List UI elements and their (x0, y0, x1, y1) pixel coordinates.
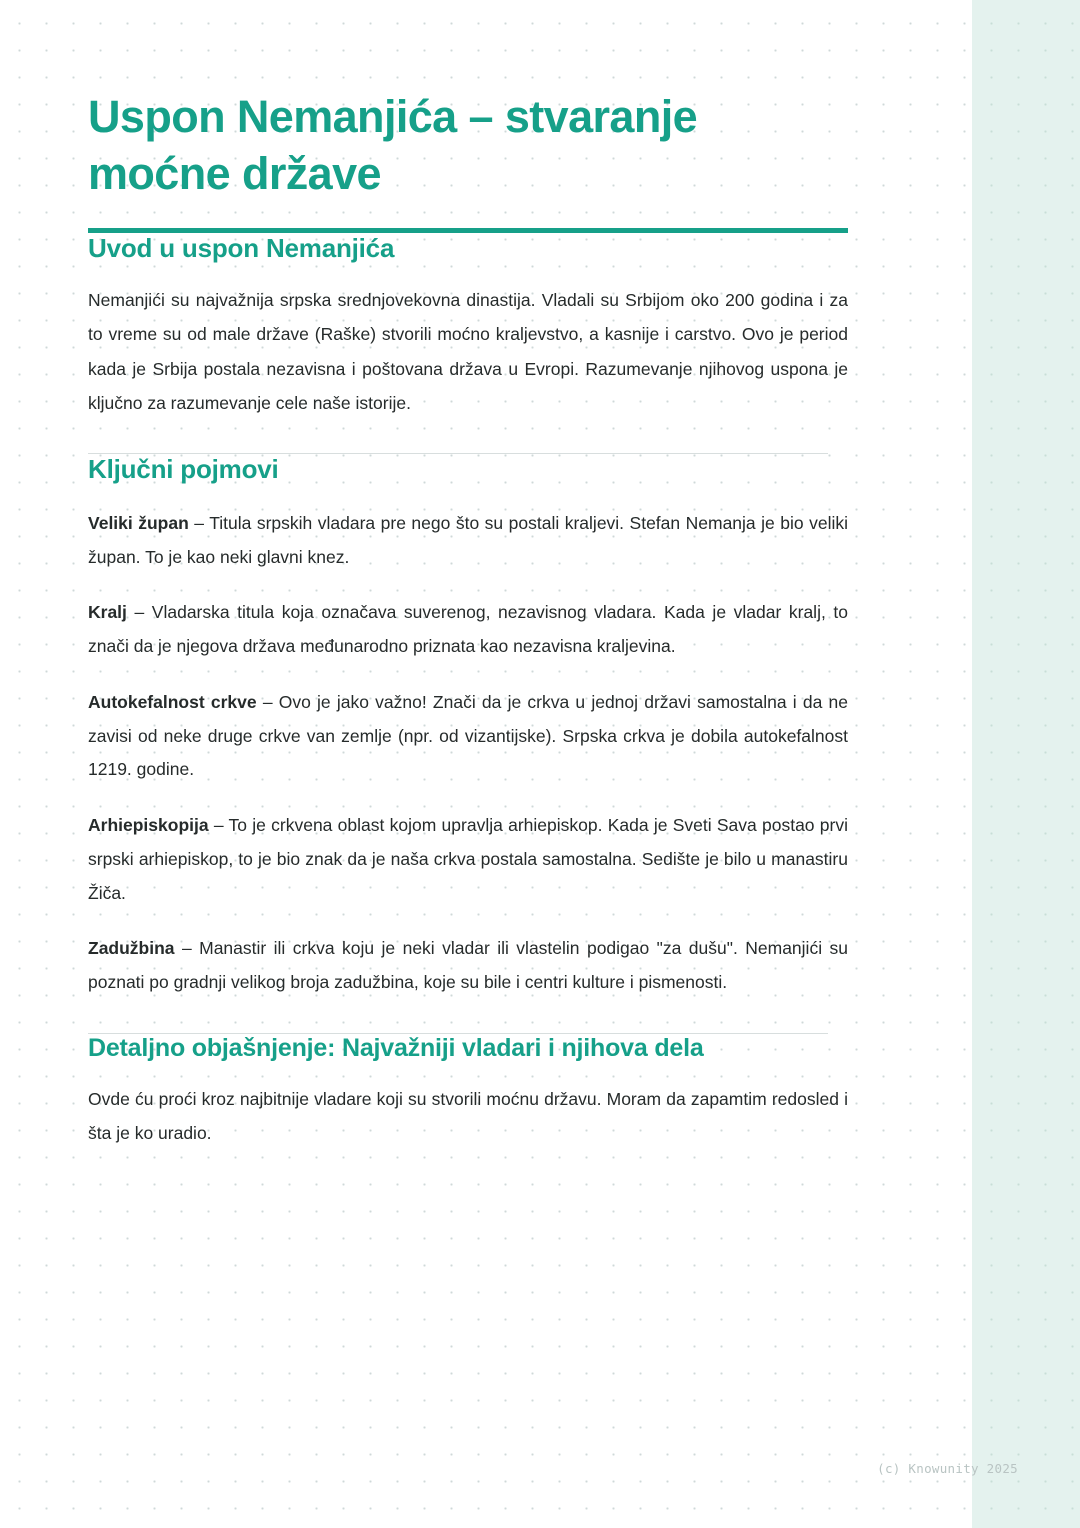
footer-credit: (c) Knowunity 2025 (877, 1461, 1018, 1476)
document-content (88, 0, 848, 1150)
term-definition: – Ovo je jako važno! Znači da je crkva u jednoj državi samostalna i da ne zavisi od neke druge crkve van zemlje (npr. od vizantijske). Srpska crkva je dobila autokefalnost 1219. godine. (88, 691, 849, 780)
term-definition: – Titula srpskih vladara pre nego što su postali kraljevi. Stefan Nemanja je bio veliki župan. To je kao neki glavni knez. (88, 512, 848, 567)
section-heading-detailed: Detaljno objašnjenje: Najvažniji vladari i njihova dela (88, 1033, 704, 1062)
term-label: Veliki župan (88, 512, 189, 533)
term-definition: – Manastir ili crkva koju je neki vladar ili vlastelin podigao "za dušu". Nemanjići su poznati po gradnji velikog broja zadužbina, koje su bile i centri kulture i pismenosti. (88, 938, 848, 993)
term-definition: – To je crkvena oblast kojom upravlja arhiepiskop. Kada je Sveti Sava postao prvi srpski arhiepiskop, to je bio znak da je naša crkva postala samostalna. Sedište je bilo u manastiru Žiča. (88, 815, 848, 903)
detailed-paragraph: Ovde ću proći kroz najbitnije vladare koji su stvorili moćnu državu. Moram da zapamtim redosled i šta je ko uradio. (88, 1088, 848, 1144)
term-definition: – Vladarska titula koja označava suverenog, nezavisnog vladara. Kada je vladar kralj, to znači da je njegova država međunarodno priznata kao nezavisna kraljevina. (88, 602, 848, 657)
term-label: Zadužbina (88, 938, 175, 959)
term-label: Kralj (88, 602, 127, 623)
term-label: Autokefalnost crkve (88, 691, 257, 712)
term-entry (88, 932, 848, 1000)
intro-paragraph: Nemanjići su najvažnija srpska srednjovekovna dinastija. Vladali su Srbijom oko 200 godina i za to vreme su od male države (Raške) stvorili moćno kraljevstvo, a kasnije i carstvo. Ovo je period kada je Srbija postala nezavisna i poštovana država u Evropi. Razumevanje njihovog uspona je ključno za razumevanje cele naše istorije. (88, 290, 848, 413)
section-heading-intro: Uvod u uspon Nemanjića (88, 233, 395, 264)
term-label: Arhiepiskopija (88, 815, 209, 836)
term-entry (88, 686, 848, 787)
right-margin-divider (970, 0, 972, 1528)
term-entry (88, 596, 848, 664)
right-margin-strip (972, 0, 1080, 1528)
term-entry (88, 809, 848, 910)
term-entry (88, 507, 848, 575)
section-heading-key-terms: Ključni pojmovi (88, 453, 279, 484)
page-title: Uspon Nemanjića – stvaranje moćne države (88, 91, 698, 200)
